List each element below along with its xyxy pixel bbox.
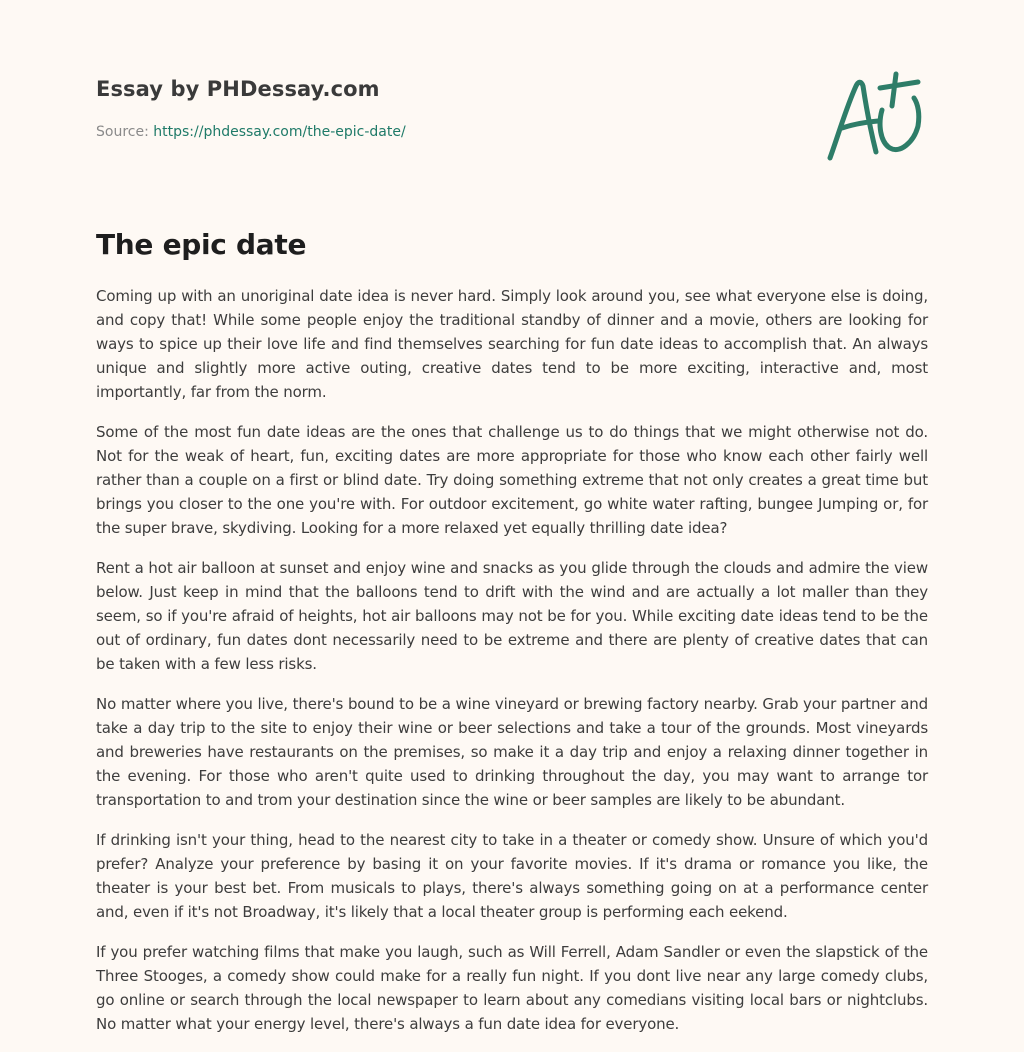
source-label: Source: [96, 124, 149, 140]
site-title: Essay by PHDessay.com [96, 77, 380, 101]
page-header [96, 74, 936, 142]
paragraph: Rent a hot air balloon at sunset and enjoy wine and snacks as you glide through the clouds and admire the view below. Just keep in mind that the balloons tend to drift with the wind and are actually a lot maller than they seem, so if you're afraid of heights, hot air balloons may not be for you. While exciting date ideas tend to be the out of ordinary, fun dates dont necessarily need to be extreme and there are plenty of creative dates that can be taken with a few less risks. [96, 559, 928, 673]
article-body [96, 284, 928, 1052]
paragraph: No matter where you live, there's bound to be a wine vineyard or brewing factory nearby. Grab your partner and take a day trip to the site to enjoy their wine or beer selections and take a tour of the grounds. Most vineyards and breweries have restaurants on the premises, so make it a day trip and enjoy a relaxing dinner together in the evening. For those who aren't quite used to drinking throughout the day, you may want to arrange tor transportation to and trom your destination since the wine or beer samples are likely to be abundant. [96, 695, 928, 809]
source-link[interactable]: https://phdessay.com/the-epic-date/ [153, 124, 406, 140]
paragraph: Coming up with an unoriginal date idea is never hard. Simply look around you, see what everyone else is doing, and copy that! While some people enjoy the traditional standby of dinner and a movie, others are looking for ways to spice up their love life and find themselves searching for fun date ideas to accomplish that. An always unique and slightly more active outing, creative dates tend to be more exciting, interactive and, most importantly, far from the norm. [96, 287, 928, 401]
source-line [96, 122, 936, 142]
article-title: The epic date [96, 228, 307, 261]
paragraph: Some of the most fun date ideas are the ones that challenge us to do things that we might otherwise not do. Not for the weak of heart, fun, exciting dates are more appropriate for those who know each other fairly well rather than a couple on a first or blind date. Try doing something extreme that not only creates a great time but brings you closer to the one you're with. For outdoor excitement, go white water rafting, bungee Jumping or, for the super brave, skydiving. Looking for a more relaxed yet equally thrilling date idea? [96, 423, 928, 537]
paragraph: If drinking isn't your thing, head to the nearest city to take in a theater or comedy show. Unsure of which you'd prefer? Analyze your preference by basing it on your favorite movies. If it's drama or romance you like, the theater is your best bet. From musicals to plays, there's always something going on at a performance center and, even if it's not Broadway, it's likely that a local theater group is performing each eekend. [96, 831, 928, 921]
a-plus-logo-icon [820, 66, 930, 166]
paragraph: If you prefer watching films that make you laugh, such as Will Ferrell, Adam Sandler or even the slapstick of the Three Stooges, a comedy show could make for a really fun night. If you dont live near any large comedy clubs, go online or search through the local newspaper to learn about any comedians visiting local bars or nightclubs. No matter what your energy level, there's always a fun date idea for everyone. [96, 943, 928, 1033]
